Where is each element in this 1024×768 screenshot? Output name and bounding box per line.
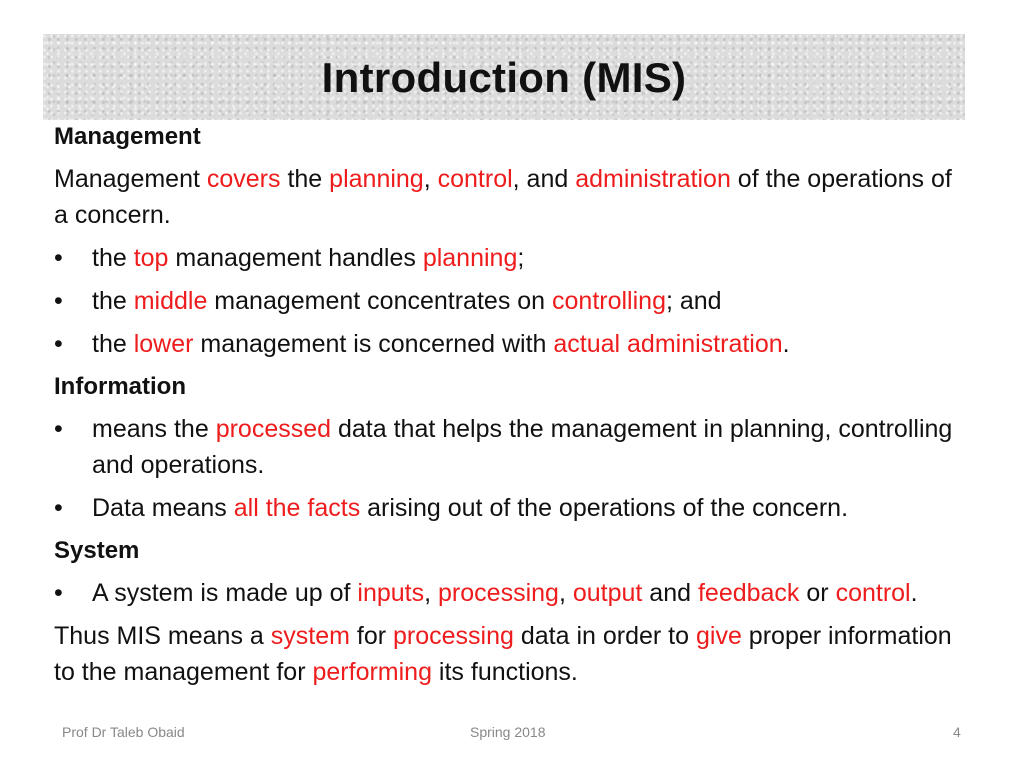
text-run: the bbox=[92, 244, 134, 272]
text-run: , bbox=[423, 165, 438, 193]
emphasis-run: give bbox=[695, 622, 742, 650]
text-run: of the operations of a concern. bbox=[54, 165, 952, 229]
text-run: proper information to the management for bbox=[54, 622, 952, 686]
emphasis-run: processing bbox=[393, 622, 514, 650]
emphasis-run: performing bbox=[312, 658, 432, 686]
text-run: means the bbox=[92, 415, 216, 443]
emphasis-run: administration bbox=[575, 165, 731, 193]
text-run: . bbox=[910, 579, 918, 607]
text-run: management is concerned with bbox=[193, 330, 554, 358]
emphasis-run: controlling bbox=[552, 287, 666, 315]
text-run: Data means bbox=[92, 494, 234, 522]
text-run: and bbox=[642, 579, 698, 607]
bullet-item bbox=[54, 240, 954, 276]
slide-title: Introduction (MIS) bbox=[321, 54, 687, 101]
emphasis-run: system bbox=[270, 622, 350, 650]
emphasis-run: planning bbox=[329, 165, 424, 193]
heading-system: System bbox=[54, 537, 140, 564]
text-run: , bbox=[558, 579, 573, 607]
bullet-icon: • bbox=[54, 244, 63, 272]
text-run: ; and bbox=[665, 287, 722, 315]
bullet-icon: • bbox=[54, 287, 63, 315]
emphasis-run: planning bbox=[422, 244, 518, 272]
text-run: , and bbox=[512, 165, 576, 193]
text-run: data that helps the management in planning, controlling and operations. bbox=[92, 415, 953, 479]
text-run: the bbox=[280, 165, 330, 193]
footer-author: Prof Dr Taleb Obaid bbox=[62, 724, 185, 740]
bullet-icon: • bbox=[54, 330, 63, 358]
bullet-icon: • bbox=[54, 494, 63, 522]
text-run: or bbox=[799, 579, 836, 607]
footer-term: Spring 2018 bbox=[470, 724, 546, 740]
text-run: Management bbox=[54, 165, 207, 193]
management-intro bbox=[54, 161, 954, 233]
bullet-item bbox=[54, 326, 954, 362]
title-band bbox=[43, 34, 965, 120]
text-run: its functions. bbox=[431, 658, 578, 686]
text-run: arising out of the operations of the concern. bbox=[360, 494, 849, 522]
text-run: , bbox=[424, 579, 439, 607]
text-run: Thus MIS means a bbox=[54, 622, 271, 650]
emphasis-run: feedback bbox=[697, 579, 800, 607]
conclusion-paragraph bbox=[54, 618, 954, 690]
bullet-item bbox=[54, 490, 954, 526]
page-number: 4 bbox=[953, 724, 961, 740]
text-run: the bbox=[92, 330, 134, 358]
text-run: the bbox=[92, 287, 134, 315]
emphasis-run: actual administration bbox=[553, 330, 783, 358]
bullet-item bbox=[54, 575, 954, 611]
emphasis-run: control bbox=[437, 165, 513, 193]
text-run: for bbox=[349, 622, 394, 650]
text-run: . bbox=[782, 330, 790, 358]
text-run: management handles bbox=[168, 244, 423, 272]
emphasis-run: output bbox=[572, 579, 643, 607]
emphasis-run: processing bbox=[438, 579, 559, 607]
emphasis-run: inputs bbox=[357, 579, 425, 607]
bullet-icon: • bbox=[54, 415, 63, 443]
text-run: ; bbox=[517, 244, 525, 272]
heading-information: Information bbox=[54, 373, 186, 400]
emphasis-run: top bbox=[133, 244, 169, 272]
emphasis-run: control bbox=[835, 579, 911, 607]
emphasis-run: covers bbox=[206, 165, 281, 193]
bullet-item bbox=[54, 411, 954, 483]
heading-management: Management bbox=[54, 123, 201, 150]
emphasis-run: lower bbox=[133, 330, 194, 358]
emphasis-run: middle bbox=[133, 287, 208, 315]
emphasis-run: processed bbox=[215, 415, 332, 443]
slide-body bbox=[54, 118, 954, 697]
text-run: A system is made up of bbox=[92, 579, 358, 607]
emphasis-run: all the facts bbox=[233, 494, 361, 522]
text-run: data in order to bbox=[513, 622, 696, 650]
bullet-item bbox=[54, 283, 954, 319]
text-run: management concentrates on bbox=[207, 287, 553, 315]
bullet-icon: • bbox=[54, 579, 63, 607]
